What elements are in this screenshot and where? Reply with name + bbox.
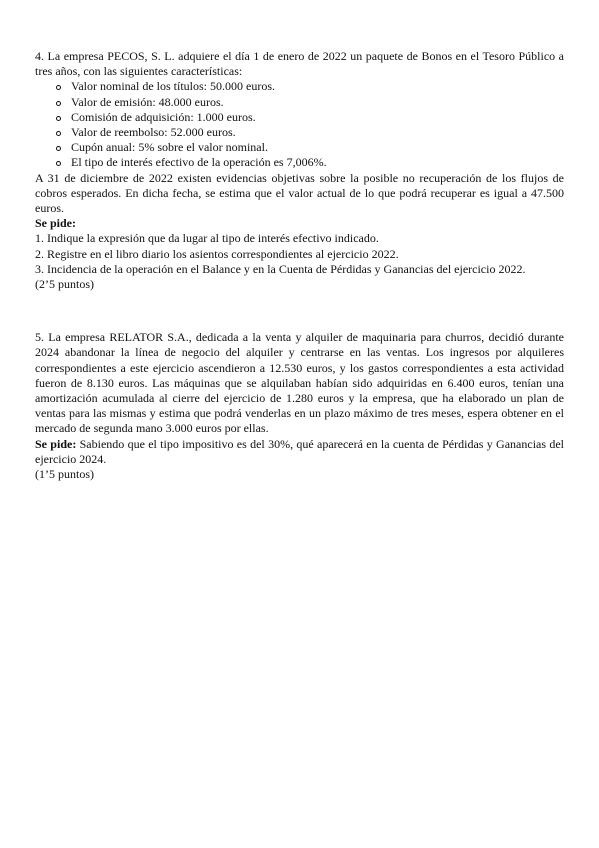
question-4-ask-label: Se pide: (35, 216, 77, 231)
question-4-task-2: 2. Registre en el libro diario los asientos correspondientes al ejercicio 2022. (35, 246, 399, 261)
question-5-ask (35, 437, 564, 467)
list-item: Comisión de adquisición: 1.000 euros. (55, 110, 564, 125)
question-4-task-3: 3. Incidencia de la operación en el Balance y en la Cuenta de Pérdidas y Ganancias del ejercicio 2022. (35, 261, 526, 276)
question-4-points: (2’5 puntos) (35, 277, 94, 292)
list-item: Valor nominal de los títulos: 50.000 euros. (55, 79, 564, 94)
question-4-task-1: 1. Indique la expresión que da lugar al tipo de interés efectivo indicado. (35, 231, 379, 246)
list-item: El tipo de interés efectivo de la operación es 7,006%. (55, 155, 564, 170)
question-5-intro: 5. La empresa RELATOR S.A., dedicada a la venta y alquiler de maquinaria para churros, decidió durante 2024 abandonar la línea de negocio del alquiler y centrarse en las ventas. Los ingresos por alquileres correspondientes a este ejercicio ascendieron a 12.530 euros, y los gastos correspondientes a esta actividad fueron de 8.130 euros. Las máquinas que se alquilaban habían sido adquiridas en 6.400 euros, tenían una amortización acumulada al cierre del ejercicio de 1.280 euros y la empresa, que ha elaborado un plan de ventas para las mismas y estima que podrá venderlas en un plazo máximo de tres meses, espera obtener en el mercado de segunda mano 3.000 euros por ellas. (35, 330, 564, 436)
question-4-intro: 4. La empresa PECOS, S. L. adquiere el día 1 de enero de 2022 un paquete de Bonos en el Tesoro Público a tres años, con las siguientes características: (35, 49, 564, 79)
question-4-context: A 31 de diciembre de 2022 existen evidencias objetivas sobre la posible no recuperación de los flujos de cobros esperados. En dicha fecha, se estima que el valor actual de lo que podrá recuperar es igual a 47.500 euros. (35, 170, 564, 216)
question-5 (35, 330, 564, 482)
question-5-ask-label: Se pide: (35, 436, 77, 451)
list-item: Valor de reembolso: 52.000 euros. (55, 125, 564, 140)
question-5-ask-text: Sabiendo que el tipo impositivo es del 30%, qué aparecerá en la cuenta de Pérdidas y Ganancias del ejercicio 2024. (35, 436, 564, 466)
question-4-characteristics-list (35, 79, 564, 170)
document-page (35, 49, 564, 482)
question-4 (35, 49, 564, 292)
list-item: Valor de emisión: 48.000 euros. (55, 95, 564, 110)
question-5-points: (1’5 puntos) (35, 467, 94, 482)
section-gap (35, 292, 564, 330)
list-item: Cupón anual: 5% sobre el valor nominal. (55, 140, 564, 155)
